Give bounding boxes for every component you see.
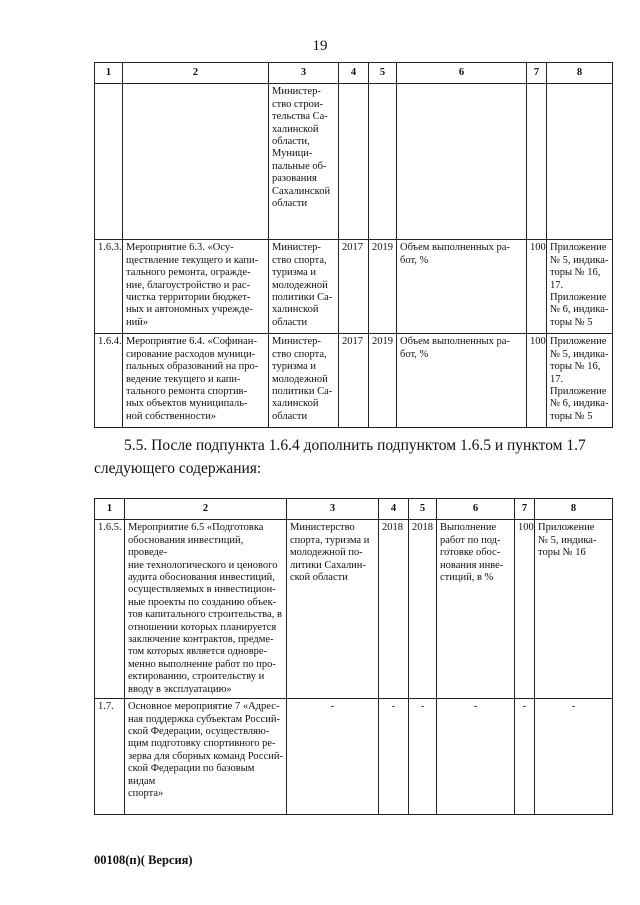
cell-indicator: - (437, 699, 515, 815)
header-cell: 4 (339, 63, 369, 84)
cell-end-year: 2019 (369, 240, 397, 334)
cell-responsible: Министер- ство спорта, туризма и молодежной политики Са- халинской области (269, 334, 339, 428)
cell-indicator (397, 84, 527, 240)
cell-value: 100 (515, 520, 535, 699)
cell-number: 1.6.4. (95, 334, 123, 428)
cell-indicator: Объем выполненных ра- бот, % (397, 240, 527, 334)
table-row (95, 84, 613, 240)
cell-value (527, 84, 547, 240)
header-cell: 8 (535, 499, 613, 520)
header-cell: 3 (287, 499, 379, 520)
header-cell: 6 (437, 499, 515, 520)
header-cell: 3 (269, 63, 339, 84)
table-1 (94, 62, 613, 428)
cell-appendix: Приложение № 5, индика- торы № 16 (535, 520, 613, 699)
table-row (95, 699, 613, 815)
header-cell: 7 (527, 63, 547, 84)
header-cell: 2 (125, 499, 287, 520)
cell-activity (123, 84, 269, 240)
cell-appendix (547, 84, 613, 240)
cell-indicator: Объем выполненных ра- бот, % (397, 334, 527, 428)
table-row (95, 334, 613, 428)
cell-end-year: - (409, 699, 437, 815)
paragraph-line-2: следующего содержания: (94, 460, 262, 477)
cell-responsible: Министер- ство строи- тельства Са- халинской области, Муници- пальные об- разования Сахалинской области (269, 84, 339, 240)
header-cell: 1 (95, 499, 125, 520)
header-cell: 5 (409, 499, 437, 520)
cell-start-year: 2017 (339, 240, 369, 334)
cell-number: 1.6.5. (95, 520, 125, 699)
page-number: 19 (312, 38, 328, 54)
table-header-row (95, 499, 613, 520)
header-cell: 4 (379, 499, 409, 520)
cell-end-year: 2019 (369, 334, 397, 428)
table-row (95, 520, 613, 699)
cell-responsible: - (287, 699, 379, 815)
header-cell: 1 (95, 63, 123, 84)
cell-number: 1.6.3. (95, 240, 123, 334)
cell-appendix: - (535, 699, 613, 815)
cell-end-year: 2018 (409, 520, 437, 699)
cell-number (95, 84, 123, 240)
cell-value: 100 (527, 240, 547, 334)
footer-code: 00108(п)( Версия) (94, 853, 193, 867)
header-cell: 2 (123, 63, 269, 84)
cell-value: - (515, 699, 535, 815)
header-cell: 6 (397, 63, 527, 84)
cell-end-year (369, 84, 397, 240)
cell-activity: Мероприятие 6.3. «Осу- ществление текущего и капи- тального ремонта, огражде- ние, благоустройство и рас- чистка территории бюджет- ных и автономных учрежде- ний» (123, 240, 269, 334)
table-row (95, 240, 613, 334)
cell-start-year (339, 84, 369, 240)
header-cell: 8 (547, 63, 613, 84)
cell-activity: Мероприятие 6.5 «Подготовка обоснования инвестиций, проведе- ние технологического и ценового аудита обоснования инвестиций, осуществляемых в инвестицион- ные проекты по созданию объек- тов капитального строительства, в отношении которых планируется заключение контрактов, предме- том которых является одновре- менно выполнение работ по про- ектированию, строительству и вводу в эксплуатацию» (125, 520, 287, 699)
table-2 (94, 498, 613, 815)
header-cell: 5 (369, 63, 397, 84)
header-cell: 7 (515, 499, 535, 520)
cell-start-year: - (379, 699, 409, 815)
cell-start-year: 2018 (379, 520, 409, 699)
cell-start-year: 2017 (339, 334, 369, 428)
cell-responsible: Министерство спорта, туризма и молодежной по- литики Сахалин- ской области (287, 520, 379, 699)
cell-activity: Мероприятие 6.4. «Софинан- сирование расходов муници- пальных образований на про- ведение текущего и капи- тального ремонта спортив- ных объектов муниципаль- ной собственности» (123, 334, 269, 428)
table-header-row (95, 63, 613, 84)
cell-value: 100 (527, 334, 547, 428)
cell-responsible: Министер- ство спорта, туризма и молодежной политики Са- халинской области (269, 240, 339, 334)
cell-number: 1.7. (95, 699, 125, 815)
cell-appendix: Приложение № 5, индика- торы № 16, 17. Приложение № 6, индика- торы № 5 (547, 240, 613, 334)
cell-indicator: Выполнение работ по под- готовке обос- нования инве- стиций, в % (437, 520, 515, 699)
paragraph-line-1: 5.5. После подпункта 1.6.4 дополнить подпунктом 1.6.5 и пунктом 1.7 (124, 437, 586, 454)
cell-activity: Основное мероприятие 7 «Адрес- ная поддержка субъектам Россий- ской Федерации, осуществляю- щим подготовку спортивного ре- зерва для сборных команд Россий- ской Федерации по базовым видам спорта» (125, 699, 287, 815)
cell-appendix: Приложение № 5, индика- торы № 16, 17. Приложение № 6, индика- торы № 5 (547, 334, 613, 428)
